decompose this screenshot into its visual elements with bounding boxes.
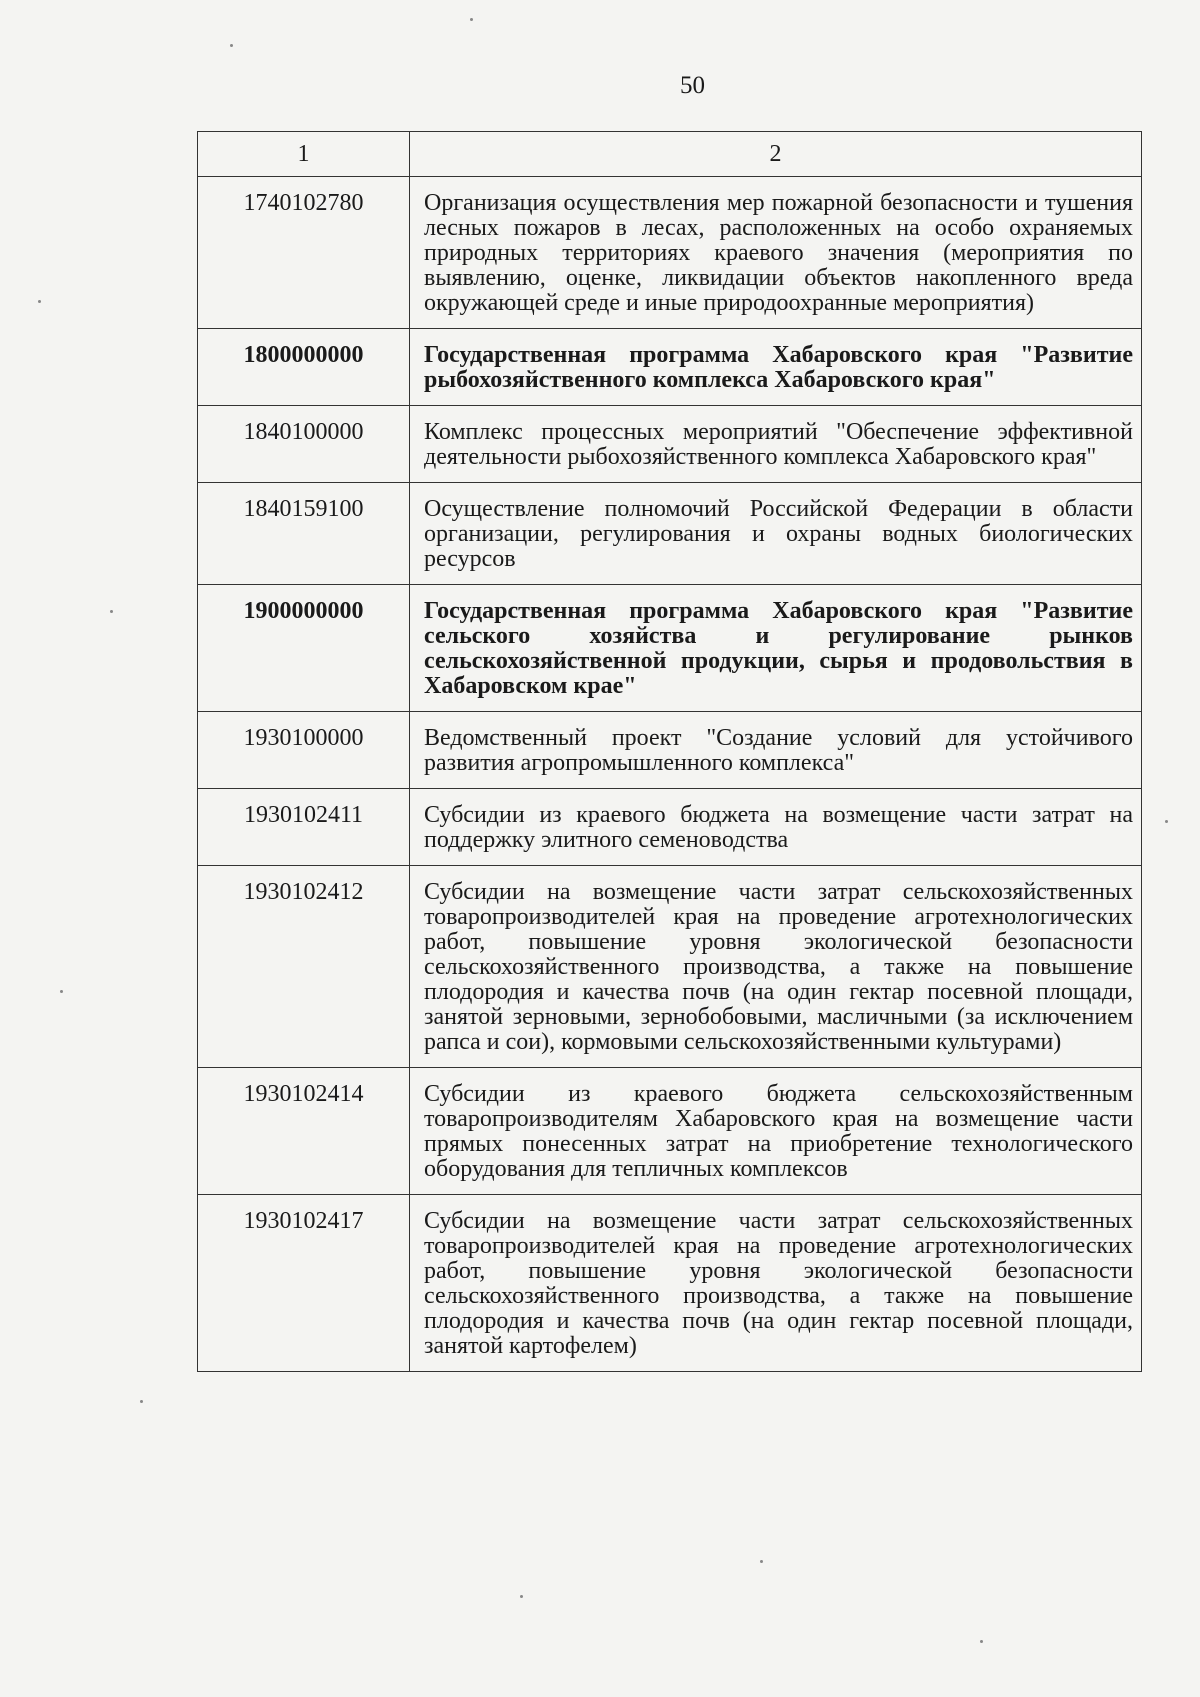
row-code: 1930100000 <box>198 712 410 789</box>
column-header-code: 1 <box>198 132 410 177</box>
row-code: 1930102412 <box>198 866 410 1068</box>
row-description: Субсидии из краевого бюджета сельскохозяйственным товаропроизводителям Хабаровского края на возмещение части прямых понесенных затрат на приобретение технологического оборудования для тепличных комплексов <box>410 1068 1142 1195</box>
table-row <box>198 712 1142 789</box>
row-description: Государственная программа Хабаровского края "Развитие рыбохозяйственного комплекса Хабаровского края" <box>410 329 1142 406</box>
row-code: 1930102411 <box>198 789 410 866</box>
row-description: Субсидии на возмещение части затрат сельскохозяйственных товаропроизводителей края на проведение агротехнологических работ, повышение уровня экологической безопасности сельскохозяйственного производства, а также на повышение плодородия и качества почв (на один гектар посевной площади, занятой картофелем) <box>410 1195 1142 1372</box>
table-row <box>198 1195 1142 1372</box>
row-code: 1800000000 <box>198 329 410 406</box>
row-description: Субсидии на возмещение части затрат сельскохозяйственных товаропроизводителей края на проведение агротехнологических работ, повышение уровня экологической безопасности сельскохозяйственного производства, а также на повышение плодородия и качества почв (на один гектар посевной площади, занятой зерновыми, зернобобовыми, масличными (за исключением рапса и сои), кормовыми сельскохозяйственными культурами) <box>410 866 1142 1068</box>
row-code: 1840159100 <box>198 483 410 585</box>
row-description: Субсидии из краевого бюджета на возмещение части затрат на поддержку элитного семеноводства <box>410 789 1142 866</box>
table-row <box>198 1068 1142 1195</box>
scan-speck <box>470 18 473 21</box>
scan-speck <box>140 1400 143 1403</box>
row-description: Комплекс процессных мероприятий "Обеспечение эффективной деятельности рыбохозяйственного комплекса Хабаровского края" <box>410 406 1142 483</box>
table-row <box>198 177 1142 329</box>
table-row <box>198 789 1142 866</box>
table-row <box>198 483 1142 585</box>
row-code: 1930102417 <box>198 1195 410 1372</box>
table-header-row <box>198 132 1142 177</box>
row-code: 1740102780 <box>198 177 410 329</box>
budget-classification-table <box>197 131 1142 1372</box>
row-description: Ведомственный проект "Создание условий для устойчивого развития агропромышленного комплекса" <box>410 712 1142 789</box>
scan-speck <box>38 300 41 303</box>
scan-speck <box>1165 820 1168 823</box>
row-description: Осуществление полномочий Российской Федерации в области организации, регулирования и охраны водных биологических ресурсов <box>410 483 1142 585</box>
row-description: Организация осуществления мер пожарной безопасности и тушения лесных пожаров в лесах, расположенных на особо охраняемых природных территориях краевого значения (мероприятия по выявлению, оценке, ликвидации объектов накопленного вреда окружающей среде и иные природоохранные мероприятия) <box>410 177 1142 329</box>
row-code: 1900000000 <box>198 585 410 712</box>
scan-speck <box>980 1640 983 1643</box>
table-row <box>198 866 1142 1068</box>
column-header-description: 2 <box>410 132 1142 177</box>
table-row <box>198 406 1142 483</box>
scan-speck <box>520 1595 523 1598</box>
page-number: 50 <box>680 72 705 99</box>
scan-speck <box>230 44 233 47</box>
row-code: 1930102414 <box>198 1068 410 1195</box>
row-code: 1840100000 <box>198 406 410 483</box>
table-row <box>198 585 1142 712</box>
row-description: Государственная программа Хабаровского края "Развитие сельского хозяйства и регулирование рынков сельскохозяйственной продукции, сырья и продовольствия в Хабаровском крае" <box>410 585 1142 712</box>
table-row <box>198 329 1142 406</box>
scan-speck <box>60 990 63 993</box>
scan-speck <box>760 1560 763 1563</box>
scan-speck <box>110 610 113 613</box>
